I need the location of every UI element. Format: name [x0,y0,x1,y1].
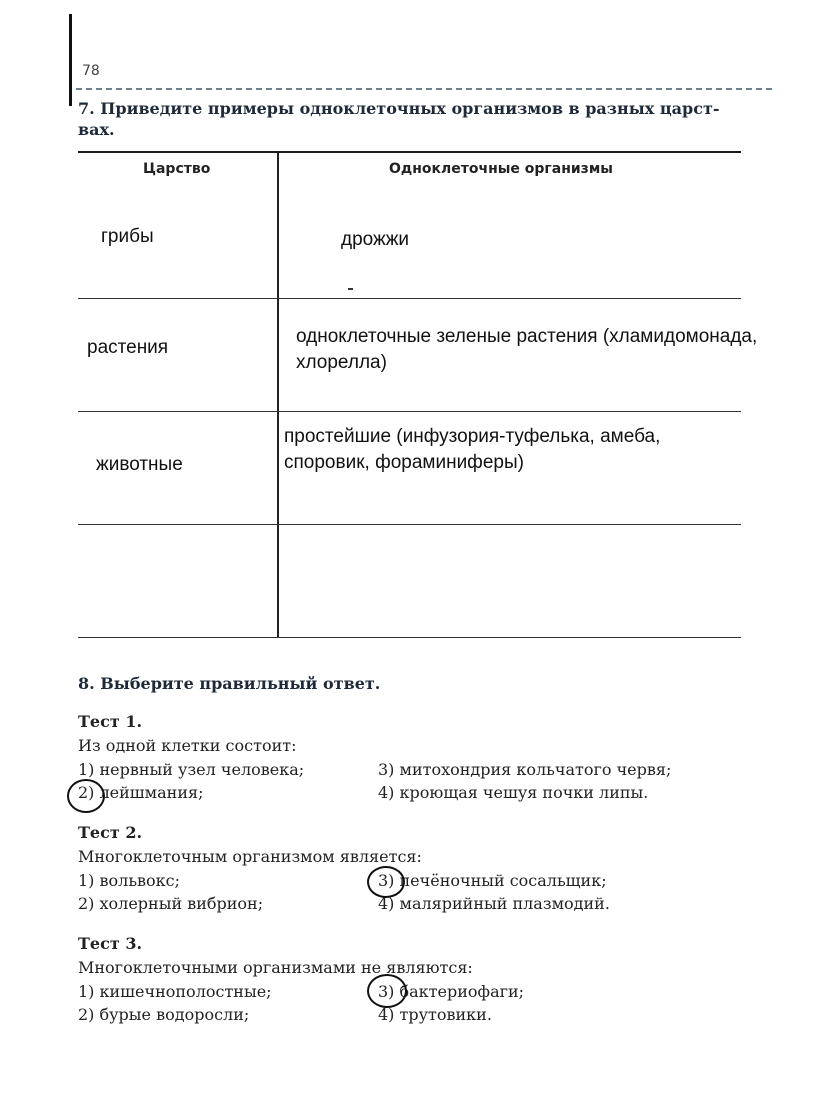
test-2-option-4[interactable]: 4) малярийный плазмодий. [378,894,610,913]
test-3-option-3[interactable]: 3) бактериофаги; [378,982,525,1001]
test-3-option-2[interactable]: 2) бурые водоросли; [78,1005,250,1024]
question-7-title-line2: вах. [78,120,115,139]
cell-organisms-fungi: дрожжи [341,229,410,250]
table-top-border [78,151,741,153]
cell-organisms-animals [284,424,660,476]
table-bottom-border [78,637,741,638]
table-row-divider [78,298,741,299]
table-header-organisms: Одноклеточные организмы [389,161,613,177]
table-header-kingdom: Царство [143,161,211,177]
cell-organisms-plants-line1: одноклеточные зеленые растения (хламидомонада, [296,326,758,347]
test-1-stem: Из одной клетки состоит: [78,736,297,755]
table-row-divider [78,524,741,525]
answer-circle [367,866,405,898]
table-row-divider [78,411,741,412]
test-2-stem: Многоклеточным организмом является: [78,847,422,866]
test-3-option-4[interactable]: 4) трутовики. [378,1005,492,1024]
cell-organisms-animals-line2: споровик, фораминиферы) [284,452,524,473]
test-3-stem: Многоклеточными организмами не являются: [78,958,473,977]
table-column-divider [277,152,279,638]
cell-organisms-plants [296,324,757,376]
test-1-option-4[interactable]: 4) кроющая чешуя почки липы. [378,783,649,802]
cell-kingdom-plants: растения [87,337,169,358]
page-number: 78 [82,63,100,79]
cell-organisms-animals-line1: простейшие (инфузория-туфелька, амеба, [284,426,661,447]
cell-kingdom-animals: животные [96,454,183,475]
test-2-option-3[interactable]: 3) печёночный сосальщик; [378,871,607,890]
test-3-option-1[interactable]: 1) кишечнополостные; [78,982,272,1001]
answer-circle [367,974,407,1008]
question-8-title: 8. Выберите правильный ответ. [78,674,381,693]
margin-line [69,14,72,106]
test-2-option-2[interactable]: 2) холерный вибрион; [78,894,264,913]
question-7-title [78,98,742,140]
test-1-option-1[interactable]: 1) нервный узел человека; [78,760,305,779]
cell-organisms-plants-line2: хлорелла) [296,352,387,373]
test-1-option-3[interactable]: 3) митохондрия кольчатого червя; [378,760,672,779]
answer-circle [67,779,105,813]
test-2-title: Тест 2. [78,823,143,842]
test-2-option-1[interactable]: 1) вольвокс; [78,871,181,890]
test-1-option-2[interactable]: 2) лейшмания; [78,783,204,802]
cell-kingdom-fungi: грибы [101,226,154,247]
header-rule [76,88,772,90]
question-7-title-line1: 7. Приведите примеры одноклеточных организмов в разных царст- [78,99,720,118]
test-1-title: Тест 1. [78,712,143,731]
ink-dot [348,288,353,290]
test-3-title: Тест 3. [78,934,143,953]
